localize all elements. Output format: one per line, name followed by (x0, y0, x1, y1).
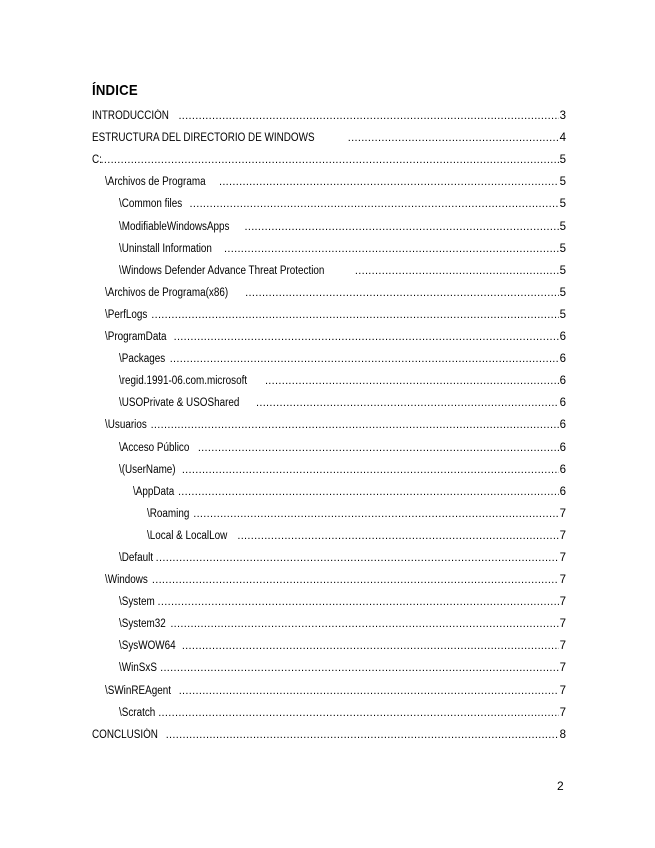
toc-entry[interactable] (92, 278, 566, 300)
toc-entry-page: 6 (559, 419, 566, 432)
toc-entry-label: \Common files (119, 198, 183, 211)
toc-entry-label: \AppData (133, 485, 175, 498)
page-number: 2 (557, 779, 564, 793)
toc-entry-label: CONCLUSIÓN (92, 728, 158, 741)
toc-leader-dots (198, 442, 559, 455)
toc-leader-dots (170, 618, 558, 631)
toc-entry-label: \(UserName) (119, 463, 176, 476)
toc-leader-dots (245, 287, 558, 300)
toc-entry-label: \USOPrivate & USOShared (119, 397, 240, 410)
toc-entry[interactable] (92, 609, 566, 631)
toc-entry-page: 7 (559, 529, 566, 542)
toc-entry-label: \regid.1991-06.com.microsoft (119, 375, 248, 388)
toc-leader-dots (151, 419, 559, 432)
toc-entry-page: 6 (559, 375, 566, 388)
toc-entry[interactable] (92, 322, 566, 344)
toc-entry-page: 4 (559, 132, 566, 145)
toc-entry-label: \Windows (105, 574, 148, 587)
toc-entry[interactable] (92, 521, 566, 543)
toc-entry-page: 7 (559, 640, 566, 653)
toc-entry[interactable] (92, 543, 566, 565)
toc-entry-page: 6 (559, 485, 566, 498)
toc-leader-dots (355, 265, 559, 278)
toc-entry-page: 5 (559, 220, 566, 233)
toc-entry-page: 5 (559, 286, 566, 299)
toc-entry[interactable] (92, 256, 566, 278)
toc-entry[interactable] (92, 167, 566, 189)
toc-entry-label: \Archivos de Programa(x86) (105, 286, 229, 299)
toc-entry[interactable] (92, 123, 566, 145)
toc-entry-page: 6 (559, 331, 566, 344)
toc-leader-dots (237, 530, 558, 543)
toc-entry-label: ESTRUCTURA DEL DIRECTORIO DE WINDOWS (92, 132, 315, 145)
toc-entry-label: C: (92, 154, 102, 167)
toc-entry-label: \System32 (119, 618, 166, 631)
toc-leader-dots (244, 221, 558, 234)
toc-leader-dots (174, 331, 559, 344)
toc-entry-label: \ModifiableWindowsApps (119, 220, 230, 233)
toc-leader-dots (160, 662, 559, 675)
toc-leader-dots (224, 243, 559, 256)
toc-entry[interactable] (92, 211, 566, 233)
toc-leader-dots (179, 685, 559, 698)
toc-entry-label: \Uninstall Information (119, 242, 212, 255)
toc-entry-page: 6 (559, 353, 566, 366)
toc-entry-page: 5 (559, 154, 566, 167)
toc-leader-dots (256, 397, 559, 410)
toc-leader-dots (348, 132, 559, 145)
toc-entry-page: 5 (559, 176, 566, 189)
toc-leader-dots (182, 640, 559, 653)
toc-entry[interactable] (92, 234, 566, 256)
toc-entry[interactable] (92, 189, 566, 211)
toc-entry-page: 7 (559, 706, 566, 719)
toc-entry[interactable] (92, 565, 566, 587)
table-of-contents (92, 101, 566, 742)
toc-leader-dots (219, 176, 559, 189)
toc-entry-page: 6 (559, 463, 566, 476)
toc-entry-label: \System (119, 596, 155, 609)
toc-entry-page: 7 (559, 574, 566, 587)
toc-leader-dots (158, 596, 559, 609)
toc-leader-dots (182, 464, 559, 477)
toc-entry-label: \Default (119, 551, 154, 564)
toc-entry-page: 7 (559, 551, 566, 564)
toc-entry-label: \Acceso Público (119, 441, 190, 454)
toc-leader-dots (178, 110, 558, 123)
toc-leader-dots (190, 198, 559, 211)
toc-entry[interactable] (92, 300, 566, 322)
toc-leader-dots (101, 154, 559, 167)
toc-entry[interactable] (92, 675, 566, 697)
toc-entry-label: \Scratch (119, 706, 156, 719)
toc-entry[interactable] (92, 477, 566, 499)
toc-entry[interactable] (92, 101, 566, 123)
toc-leader-dots (158, 707, 558, 720)
toc-leader-dots (265, 375, 559, 388)
toc-entry-page: 5 (559, 198, 566, 211)
toc-leader-dots (156, 552, 559, 565)
toc-entry[interactable] (92, 455, 566, 477)
toc-entry-label: \SWinREAgent (105, 684, 171, 697)
toc-entry-page: 7 (559, 507, 566, 520)
toc-entry-label: \Windows Defender Advance Threat Protection (119, 264, 325, 277)
toc-entry-page: 6 (559, 441, 566, 454)
toc-entry[interactable] (92, 432, 566, 454)
toc-entry-page: 5 (559, 308, 566, 321)
toc-leader-dots (193, 508, 558, 521)
toc-entry[interactable] (92, 410, 566, 432)
toc-entry[interactable] (92, 720, 566, 742)
page-title: ÍNDICE (92, 82, 138, 99)
toc-entry-page: 7 (559, 618, 566, 631)
toc-entry[interactable] (92, 499, 566, 521)
toc-leader-dots (178, 486, 559, 499)
toc-entry-label: \Roaming (147, 507, 190, 520)
toc-entry[interactable] (92, 653, 566, 675)
toc-entry-page: 7 (559, 662, 566, 675)
toc-entry[interactable] (92, 587, 566, 609)
toc-entry[interactable] (92, 388, 566, 410)
toc-entry-page: 3 (559, 110, 566, 123)
toc-entry[interactable] (92, 145, 566, 167)
toc-entry-label: \PerfLogs (105, 308, 148, 321)
toc-entry-page: 7 (559, 596, 566, 609)
toc-entry-page: 7 (559, 684, 566, 697)
toc-entry[interactable] (92, 631, 566, 653)
toc-entry[interactable] (92, 698, 566, 720)
toc-entry-label: \Local & LocalLow (147, 529, 228, 542)
toc-entry-label: \WinSxS (119, 662, 157, 675)
toc-entry-label: \Usuarios (105, 419, 147, 432)
toc-entry-page: 5 (559, 264, 566, 277)
toc-leader-dots (170, 353, 559, 366)
toc-entry-label: INTRODUCCIÓN (92, 110, 169, 123)
toc-leader-dots (166, 729, 559, 742)
toc-leader-dots (152, 574, 559, 587)
toc-entry-label: \Packages (119, 353, 166, 366)
toc-entry[interactable] (92, 344, 566, 366)
toc-entry-label: \Archivos de Programa (105, 176, 206, 189)
toc-entry-page: 5 (559, 242, 566, 255)
toc-entry-label: \SysWOW64 (119, 640, 176, 653)
toc-leader-dots (151, 309, 558, 322)
toc-entry[interactable] (92, 366, 566, 388)
toc-entry-label: \ProgramData (105, 331, 167, 344)
toc-entry-page: 8 (559, 728, 566, 741)
toc-entry-page: 6 (559, 397, 566, 410)
